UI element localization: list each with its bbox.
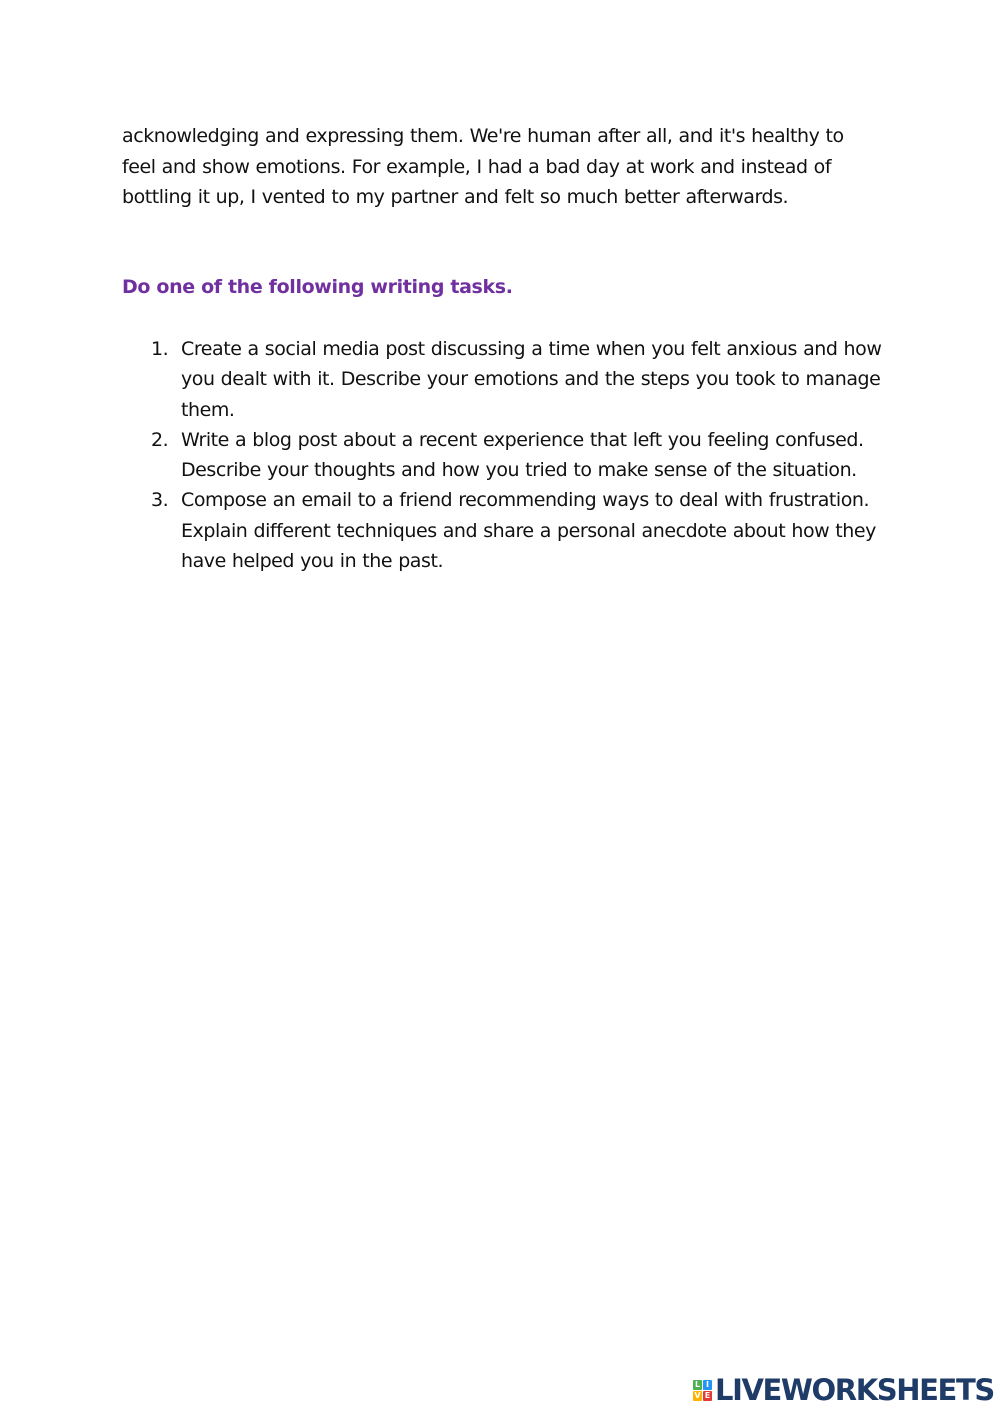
logo-letter-e: E bbox=[704, 1390, 711, 1400]
logo-letter-v: V bbox=[694, 1390, 701, 1400]
task-instruction: Do one of the following writing tasks. bbox=[122, 276, 513, 298]
logo-wordmark: LIVEWORKSHEETS bbox=[715, 1373, 994, 1407]
task-text: Write a blog post about a recent experience that left you feeling confused. Describe your thoughts and how you tried to make sense of the situation. bbox=[181, 428, 864, 482]
logo-mark-icon bbox=[693, 1380, 712, 1401]
writing-task-list bbox=[151, 334, 886, 576]
intro-paragraph: acknowledging and expressing them. We're human after all, and it's healthy to feel and show emotions. For example, I had a bad day at work and instead of bottling it up, I vented to my partner and felt so much better afterwards. bbox=[122, 125, 844, 208]
list-item bbox=[151, 425, 886, 486]
list-item bbox=[151, 334, 886, 425]
task-number: 2. bbox=[151, 428, 169, 451]
task-text: Compose an email to a friend recommending ways to deal with frustration. Explain different techniques and share a personal anecdote about how they have helped you in the past. bbox=[181, 489, 876, 573]
task-text: Create a social media post discussing a time when you felt anxious and how you dealt with it. Describe your emotions and the steps you took to manage them. bbox=[181, 338, 882, 421]
liveworksheets-logo bbox=[693, 1373, 994, 1407]
task-number: 1. bbox=[151, 338, 169, 360]
logo-letter-l: L bbox=[694, 1379, 701, 1389]
logo-letter-i: I bbox=[703, 1380, 712, 1390]
list-item bbox=[151, 485, 886, 576]
task-number: 3. bbox=[151, 489, 169, 512]
